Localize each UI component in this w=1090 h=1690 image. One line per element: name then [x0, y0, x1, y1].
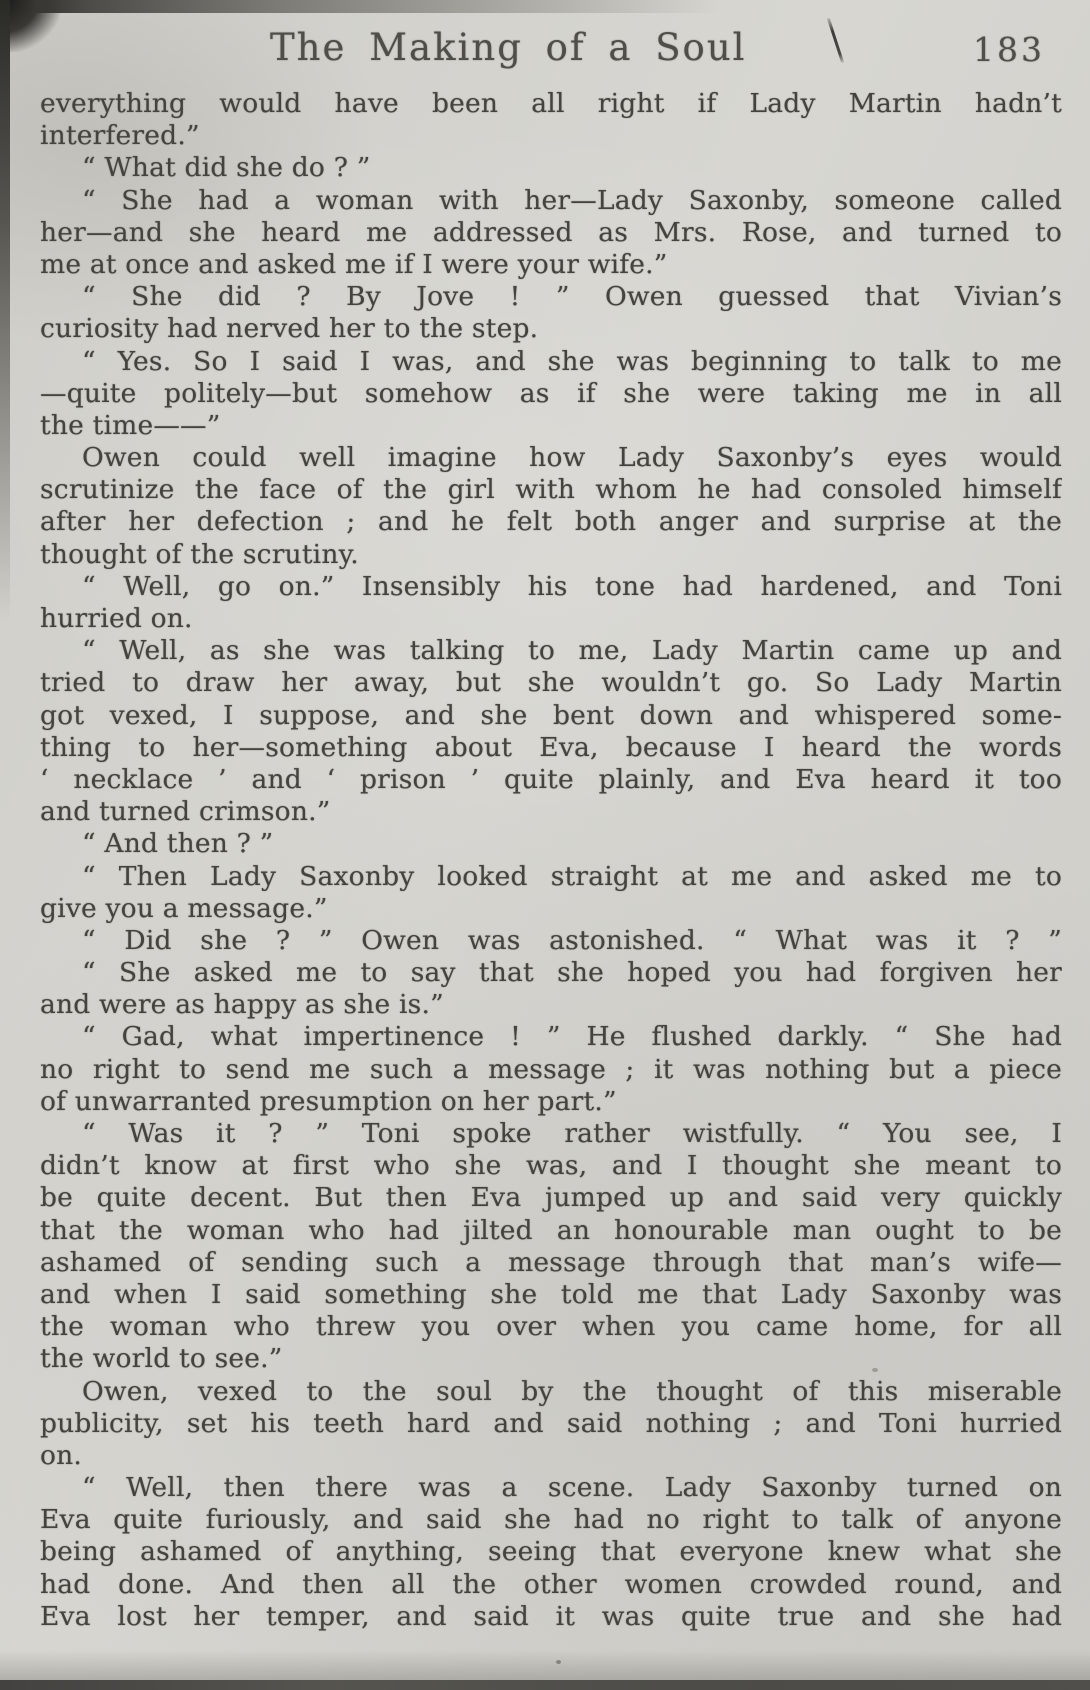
text-line: being ashamed of anything, seeing that everyone knew what she: [40, 1536, 1062, 1568]
text-line: ‘ necklace ’ and ‘ prison ’ quite plainly, and Eva heard it too: [40, 763, 1062, 795]
text-line: and turned crimson.”: [40, 796, 331, 828]
text-line: “ Well, then there was a scene. Lady Saxonby turned on: [82, 1472, 1062, 1504]
page-title: The Making of a Soul: [270, 26, 747, 69]
text-line: “ What did she do ? ”: [82, 152, 371, 184]
text-line: Eva lost her temper, and said it was quite true and she had: [40, 1600, 1062, 1632]
text-line: didn’t know at first who she was, and I thought she meant to: [40, 1150, 1062, 1182]
text-line: scrutinize the face of the girl with whom he had consoled himself: [40, 474, 1062, 506]
text-line: curiosity had nerved her to the step.: [40, 313, 539, 345]
text-line: Owen, vexed to the soul by the thought of this miserable: [82, 1375, 1062, 1407]
scan-edge-left: [0, 0, 10, 620]
text-line: —quite politely—but somehow as if she were taking me in all: [40, 377, 1062, 409]
text-line: and were as happy as she is.”: [40, 989, 444, 1021]
scan-edge-bottom: [0, 1680, 1090, 1690]
text-line: “ She asked me to say that she hoped you had forgiven her: [82, 957, 1062, 989]
scan-edge-top: [0, 0, 720, 13]
text-line: give you a message.”: [40, 892, 328, 924]
text-line: “ Was it ? ” Toni spoke rather wistfully. “ You see, I: [82, 1118, 1062, 1149]
text-line: “ Then Lady Saxonby looked straight at me and asked me to: [82, 860, 1062, 892]
text-line: “ Did she ? ” Owen was astonished. “ What was it ? ”: [82, 924, 1062, 956]
text-line: everything would have been all right if Lady Martin hadn’t: [40, 88, 1062, 119]
text-line: “ Yes. So I said I was, and she was beginning to talk to me: [82, 345, 1062, 377]
text-line: be quite decent. But then Eva jumped up and said very quickly: [40, 1182, 1062, 1214]
text-line: and when I said something she told me that Lady Saxonby was: [40, 1278, 1062, 1310]
text-line: Eva quite furiously, and said she had no right to talk of anyone: [40, 1504, 1062, 1536]
text-line: “ And then ? ”: [82, 828, 274, 860]
text-line: “ She did ? By Jove ! ” Owen guessed that Vivian’s: [82, 281, 1062, 313]
scan-bottom-shadow: [0, 1650, 1090, 1680]
text-line: after her defection ; and he felt both anger and surprise at the: [40, 506, 1062, 538]
text-line: “ Well, go on.” Insensibly his tone had hardened, and Toni: [82, 570, 1062, 602]
page-body: [40, 88, 1062, 1633]
text-line: no right to send me such a message ; it was nothing but a piece: [40, 1053, 1062, 1085]
text-line: thing to her—something about Eva, because I heard the words: [40, 731, 1062, 763]
text-line: “ She had a woman with her—Lady Saxonby, someone called: [82, 184, 1062, 216]
text-line: her—and she heard me addressed as Mrs. Rose, and turned to: [40, 216, 1062, 248]
text-line: tried to draw her away, but she wouldn’t go. So Lady Martin: [40, 667, 1062, 699]
text-line: interfered.”: [40, 120, 200, 152]
page-number: 183: [973, 30, 1045, 69]
text-line: “ Gad, what impertinence ! ” He flushed darkly. “ She had: [82, 1021, 1062, 1053]
text-line: publicity, set his teeth hard and said nothing ; and Toni hurried: [40, 1407, 1062, 1439]
text-line: Owen could well imagine how Lady Saxonby’s eyes would: [82, 442, 1062, 474]
text-line: on.: [40, 1439, 83, 1471]
text-line: the time——”: [40, 409, 221, 441]
pen-mark: [827, 18, 844, 64]
dust-speck: [556, 1660, 561, 1664]
text-line: ashamed of sending such a message through that man’s wife—: [40, 1246, 1062, 1278]
text-line: me at once and asked me if I were your wife.”: [40, 248, 668, 280]
text-line: that the woman who had jilted an honourable man ought to be: [40, 1214, 1062, 1246]
text-line: got vexed, I suppose, and she bent down and whispered some-: [40, 699, 1062, 731]
text-line: “ Well, as she was talking to me, Lady Martin came up and: [82, 635, 1062, 667]
text-line: the woman who threw you over when you came home, for all: [40, 1311, 1062, 1343]
text-line: the world to see.”: [40, 1343, 283, 1375]
text-line: of unwarranted presumption on her part.”: [40, 1085, 617, 1117]
text-line: hurried on.: [40, 603, 193, 634]
dust-speck: [872, 1368, 878, 1372]
text-line: had done. And then all the other women crowded round, and: [40, 1568, 1062, 1600]
text-line: thought of the scrutiny.: [40, 538, 359, 570]
